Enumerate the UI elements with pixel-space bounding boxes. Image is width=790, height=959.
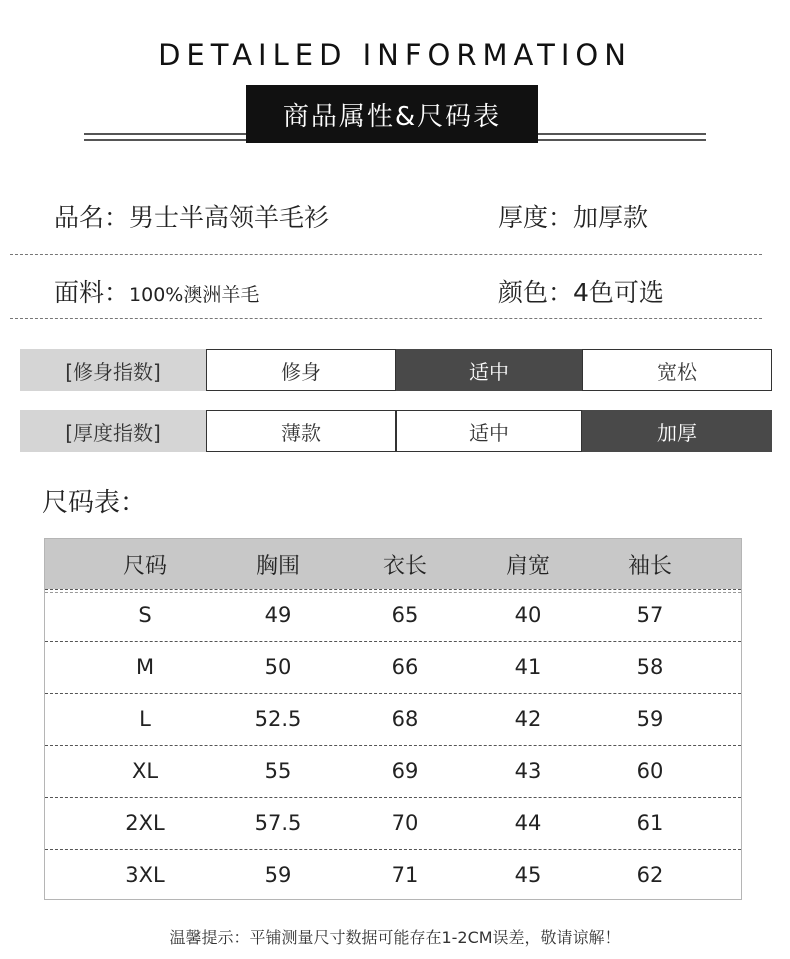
cell-size: M xyxy=(135,655,155,679)
thickness-option-medium: 适中 xyxy=(396,410,582,452)
cell-length: 70 xyxy=(391,811,419,835)
fabric: 面料：100%澳洲羊毛 xyxy=(54,278,260,307)
thickness-index-label: [厚度指数] xyxy=(20,410,206,452)
cell-size: XL xyxy=(131,759,159,783)
col-header-size: 尺码 xyxy=(122,553,167,579)
cell-length: 65 xyxy=(391,603,419,627)
size-chart-title: 尺码表： xyxy=(42,488,147,518)
cell-chest: 50 xyxy=(264,655,292,679)
col-header-chest: 胸围 xyxy=(255,553,300,579)
fit-index-label: [修身指数] xyxy=(20,349,206,391)
cell-size: 3XL xyxy=(125,863,165,887)
banner-title: 商品属性&尺码表 xyxy=(246,85,538,143)
cell-chest: 55 xyxy=(264,759,292,783)
cell-sleeve: 62 xyxy=(636,863,664,887)
col-header-length: 衣长 xyxy=(382,553,427,579)
cell-chest: 59 xyxy=(264,863,292,887)
size-table xyxy=(44,538,742,900)
cell-shoulder: 40 xyxy=(514,603,542,627)
cell-length: 69 xyxy=(391,759,419,783)
cell-size: S xyxy=(138,603,152,627)
thickness: 厚度：加厚款 xyxy=(498,203,649,232)
table-row xyxy=(45,797,741,849)
cell-shoulder: 45 xyxy=(514,863,542,887)
divider-2 xyxy=(10,318,762,319)
product-name: 品名：男士半高领羊毛衫 xyxy=(54,203,330,232)
cell-sleeve: 59 xyxy=(636,707,664,731)
footnote: 温馨提示：平铺测量尺寸数据可能存在1-2CM误差，敬请谅解！ xyxy=(169,928,621,947)
table-row xyxy=(45,849,741,901)
cell-shoulder: 41 xyxy=(514,655,542,679)
fit-option-slim: 修身 xyxy=(206,349,396,391)
table-row xyxy=(45,693,741,745)
cell-length: 66 xyxy=(391,655,419,679)
cell-chest: 57.5 xyxy=(254,811,302,835)
thickness-index-row xyxy=(20,410,772,452)
fit-option-loose: 宽松 xyxy=(582,349,772,391)
thickness-option-thin: 薄款 xyxy=(206,410,396,452)
fit-option-regular: 适中 xyxy=(396,349,582,391)
color-count: 颜色：4色可选 xyxy=(498,278,664,307)
cell-size: L xyxy=(139,707,151,731)
cell-sleeve: 61 xyxy=(636,811,664,835)
table-row xyxy=(45,641,741,693)
cell-sleeve: 58 xyxy=(636,655,664,679)
table-header xyxy=(45,539,741,589)
cell-shoulder: 43 xyxy=(514,759,542,783)
col-header-shoulder: 肩宽 xyxy=(505,553,550,579)
cell-size: 2XL xyxy=(125,811,165,835)
cell-sleeve: 57 xyxy=(636,603,664,627)
cell-chest: 52.5 xyxy=(254,707,302,731)
cell-sleeve: 60 xyxy=(636,759,664,783)
col-header-sleeve: 袖长 xyxy=(627,553,672,579)
cell-shoulder: 42 xyxy=(514,707,542,731)
divider-1 xyxy=(10,254,762,255)
cell-shoulder: 44 xyxy=(514,811,542,835)
heading-en: DETAILED INFORMATION xyxy=(158,38,632,72)
cell-length: 68 xyxy=(391,707,419,731)
thickness-option-thick: 加厚 xyxy=(582,410,772,452)
table-row xyxy=(45,589,741,641)
table-row xyxy=(45,745,741,797)
cell-length: 71 xyxy=(391,863,419,887)
cell-chest: 49 xyxy=(264,603,292,627)
fit-index-row xyxy=(20,349,772,391)
